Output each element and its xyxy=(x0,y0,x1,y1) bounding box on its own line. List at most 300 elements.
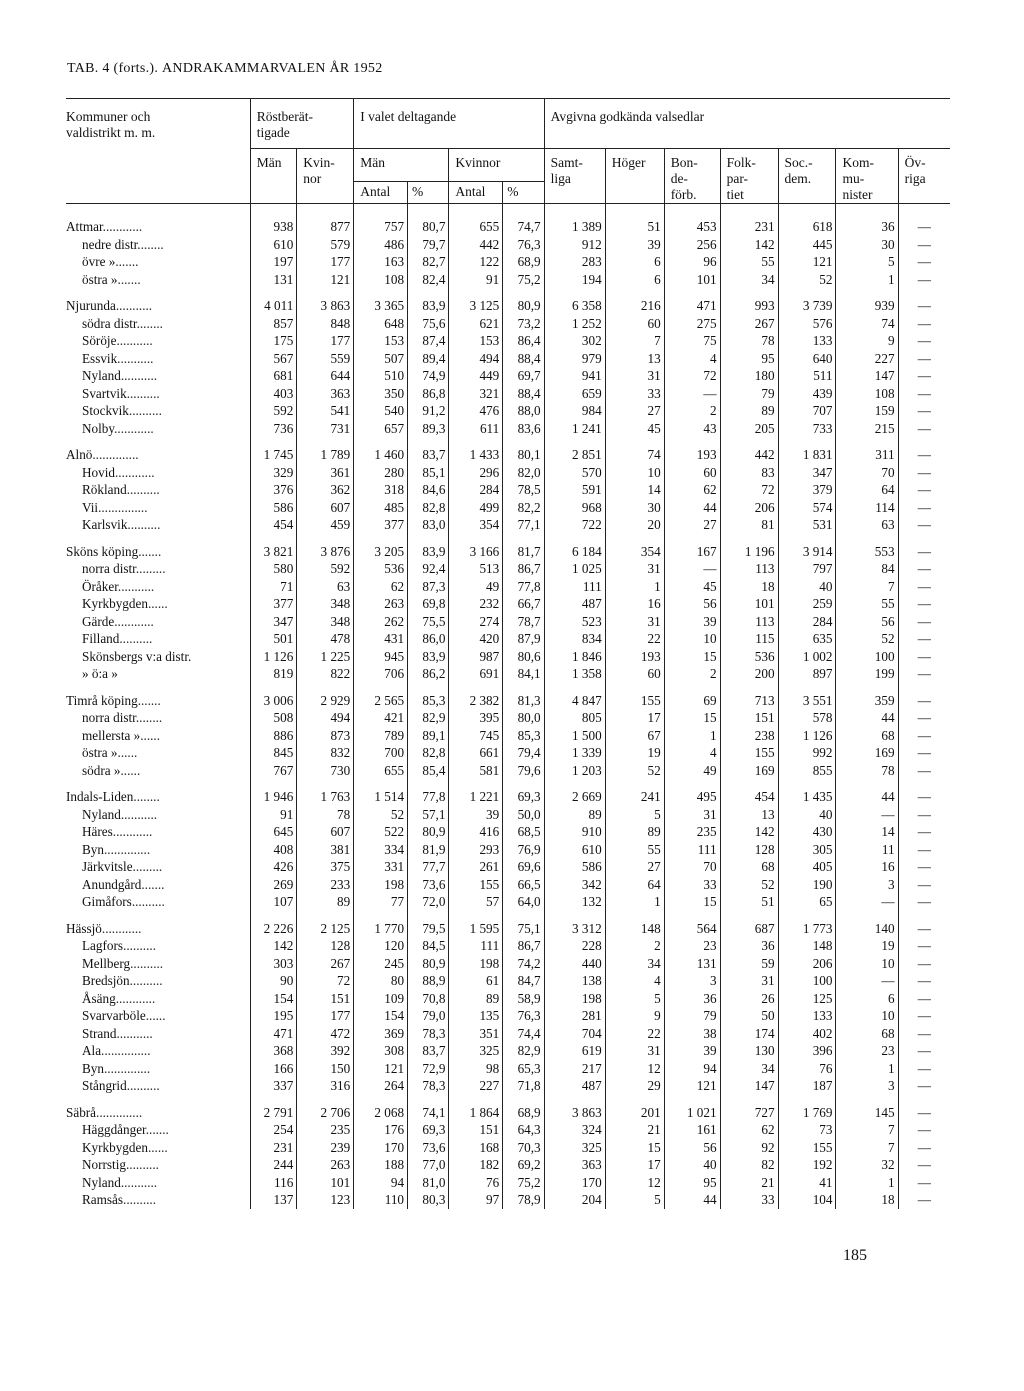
value-cell: 60 xyxy=(605,665,664,683)
table-row xyxy=(66,253,950,271)
value-cell: 94 xyxy=(354,1174,408,1192)
district-name xyxy=(66,1042,250,1060)
value-cell: 15 xyxy=(664,709,720,727)
value-cell: 96 xyxy=(664,253,720,271)
leader-dots: ........ xyxy=(139,561,166,576)
value-cell: 3 312 xyxy=(544,920,605,938)
row-label: södra distr. xyxy=(82,315,140,331)
value-cell: 82,9 xyxy=(503,1042,544,1060)
spacer-cell xyxy=(605,911,664,920)
value-cell: 170 xyxy=(544,1174,605,1192)
value-cell: 681 xyxy=(250,367,297,385)
row-label: Timrå köping xyxy=(66,692,138,708)
value-cell: 329 xyxy=(250,464,297,482)
value-cell: 34 xyxy=(720,1060,778,1078)
value-cell: 6 358 xyxy=(544,297,605,315)
value-cell: 104 xyxy=(778,1191,836,1209)
value-cell: 10 xyxy=(664,630,720,648)
value-cell: 75,2 xyxy=(503,271,544,289)
value-cell: 727 xyxy=(720,1104,778,1122)
value-cell: 368 xyxy=(250,1042,297,1060)
value-cell: 26 xyxy=(720,990,778,1008)
spacer-cell xyxy=(898,683,950,692)
value-cell: 610 xyxy=(544,841,605,859)
value-cell: 318 xyxy=(354,481,408,499)
row-label: Gärde xyxy=(82,613,115,629)
value-cell: 245 xyxy=(354,955,408,973)
value-cell: 1 745 xyxy=(250,446,297,464)
value-cell: 1 241 xyxy=(544,420,605,438)
value-cell: 142 xyxy=(720,823,778,841)
value-cell: 5 xyxy=(605,806,664,824)
value-cell: 167 xyxy=(664,543,720,561)
spacer-cell xyxy=(503,437,544,446)
table-row xyxy=(66,315,950,333)
value-cell: 3 205 xyxy=(354,543,408,561)
value-cell: 621 xyxy=(449,315,503,333)
district-name xyxy=(66,1121,250,1139)
value-cell: 55 xyxy=(605,841,664,859)
page-number: 185 xyxy=(843,1247,867,1264)
spacer-cell xyxy=(836,204,898,219)
value-cell: 193 xyxy=(664,446,720,464)
value-cell: 267 xyxy=(297,955,354,973)
value-cell: 45 xyxy=(664,578,720,596)
value-cell: 897 xyxy=(778,665,836,683)
row-label: mellersta » xyxy=(82,727,141,743)
value-cell: 487 xyxy=(544,1077,605,1095)
leader-dots: ............... xyxy=(101,1043,151,1058)
value-cell: 83,9 xyxy=(408,648,449,666)
value-cell: 713 xyxy=(720,692,778,710)
value-cell: 71 xyxy=(250,578,297,596)
value-cell: 348 xyxy=(297,613,354,631)
value-cell: 536 xyxy=(354,560,408,578)
value-cell: 67 xyxy=(605,727,664,745)
row-label: Vii xyxy=(82,499,99,515)
value-cell: 154 xyxy=(354,1007,408,1025)
value-cell: 151 xyxy=(297,990,354,1008)
value-cell: 351 xyxy=(449,1025,503,1043)
value-cell: 62 xyxy=(664,481,720,499)
group-spacer xyxy=(66,779,950,788)
value-cell: 939 xyxy=(836,297,898,315)
value-cell: 166 xyxy=(250,1060,297,1078)
col-total xyxy=(544,149,605,204)
leader-dots: ...... xyxy=(117,745,138,760)
value-cell: 376 xyxy=(250,481,297,499)
value-cell: 77,7 xyxy=(408,858,449,876)
value-cell: 80 xyxy=(354,972,408,990)
value-cell: 64 xyxy=(836,481,898,499)
value-cell: 153 xyxy=(354,332,408,350)
spacer-cell xyxy=(778,1095,836,1104)
district-name xyxy=(66,464,250,482)
value-cell: 200 xyxy=(720,665,778,683)
value-cell: 570 xyxy=(544,464,605,482)
value-cell: 52 xyxy=(720,876,778,894)
row-label: Filland xyxy=(82,631,120,646)
election-table xyxy=(66,98,950,1209)
district-name xyxy=(66,1025,250,1043)
leader-dots: ............ xyxy=(114,464,155,480)
spacer-cell xyxy=(66,534,250,543)
table-row xyxy=(66,1060,950,1078)
value-cell: 17 xyxy=(605,709,664,727)
value-cell: 30 xyxy=(836,236,898,254)
row-label: Öråker xyxy=(82,578,118,594)
value-cell: 232 xyxy=(449,595,503,613)
value-cell: 82,8 xyxy=(408,499,449,517)
value-cell: 188 xyxy=(354,1156,408,1174)
value-cell: 354 xyxy=(605,543,664,561)
spacer-cell xyxy=(66,288,250,297)
value-cell: 83,0 xyxy=(408,516,449,534)
value-cell: 508 xyxy=(250,709,297,727)
spacer-cell xyxy=(898,911,950,920)
value-cell: 3 739 xyxy=(778,297,836,315)
spacer-cell xyxy=(250,911,297,920)
value-cell: 78,3 xyxy=(408,1077,449,1095)
value-cell: 731 xyxy=(297,420,354,438)
district-name xyxy=(66,350,250,368)
value-cell: 142 xyxy=(720,236,778,254)
value-cell: 6 xyxy=(605,253,664,271)
value-cell: 644 xyxy=(297,367,354,385)
value-cell: 52 xyxy=(605,762,664,780)
value-cell: 1 002 xyxy=(778,648,836,666)
spacer-cell xyxy=(664,779,720,788)
value-cell: 1 789 xyxy=(297,446,354,464)
value-cell: 567 xyxy=(250,350,297,368)
value-cell: — xyxy=(898,297,950,315)
value-cell: 31 xyxy=(605,613,664,631)
row-label: Njurunda xyxy=(66,298,116,313)
value-cell: 1 460 xyxy=(354,446,408,464)
table-row xyxy=(66,1042,950,1060)
col-communist-label: Kom-mu-nister xyxy=(842,155,874,202)
leader-dots: ............ xyxy=(114,420,154,436)
row-label: Byn xyxy=(82,841,104,857)
spacer-cell xyxy=(664,437,720,446)
value-cell: 607 xyxy=(297,499,354,517)
value-cell: — xyxy=(836,972,898,990)
value-cell: 91 xyxy=(250,806,297,824)
value-cell: 82,7 xyxy=(408,253,449,271)
district-name xyxy=(66,560,250,578)
value-cell: — xyxy=(898,332,950,350)
leader-dots: .............. xyxy=(103,841,151,857)
value-cell: 5 xyxy=(605,990,664,1008)
value-cell: 1 xyxy=(836,1174,898,1192)
district-name xyxy=(66,499,250,517)
value-cell: 11 xyxy=(836,841,898,859)
value-cell: 192 xyxy=(778,1156,836,1174)
table-row xyxy=(66,841,950,859)
value-cell: 581 xyxy=(449,762,503,780)
value-cell: 9 xyxy=(605,1007,664,1025)
value-cell: 91,2 xyxy=(408,402,449,420)
value-cell: 1 025 xyxy=(544,560,605,578)
value-cell: 354 xyxy=(449,516,503,534)
district-name xyxy=(66,823,250,841)
value-cell: 86,7 xyxy=(503,560,544,578)
spacer-cell xyxy=(297,683,354,692)
value-cell: 52 xyxy=(354,806,408,824)
district-name xyxy=(66,972,250,990)
value-cell: 204 xyxy=(544,1191,605,1209)
value-cell: 233 xyxy=(297,876,354,894)
value-cell: — xyxy=(898,1139,950,1157)
value-cell: 635 xyxy=(778,630,836,648)
municipality-name xyxy=(66,446,250,464)
value-cell: 993 xyxy=(720,297,778,315)
spacer-cell xyxy=(503,911,544,920)
table-row xyxy=(66,499,950,517)
row-label: Stångrid xyxy=(82,1078,127,1093)
spacer-cell xyxy=(544,204,605,219)
value-cell: 193 xyxy=(605,648,664,666)
row-label: Svarvarböle xyxy=(82,1008,146,1023)
value-cell: 78,9 xyxy=(503,1191,544,1209)
leader-dots: .......... xyxy=(129,973,163,988)
value-cell: 706 xyxy=(354,665,408,683)
value-cell: 121 xyxy=(297,271,354,289)
value-cell: 5 xyxy=(836,253,898,271)
value-cell: 51 xyxy=(720,893,778,911)
value-cell: 1 514 xyxy=(354,788,408,806)
value-cell: 379 xyxy=(778,481,836,499)
table-row xyxy=(66,560,950,578)
value-cell: 805 xyxy=(544,709,605,727)
leader-dots: ...... xyxy=(140,727,161,743)
value-cell: 442 xyxy=(449,236,503,254)
value-cell: 81,7 xyxy=(503,543,544,561)
district-name xyxy=(66,613,250,631)
value-cell: 72 xyxy=(720,481,778,499)
value-cell: 832 xyxy=(297,744,354,762)
value-cell: 44 xyxy=(664,1191,720,1209)
value-cell: 10 xyxy=(605,464,664,482)
value-cell: 655 xyxy=(354,762,408,780)
value-cell: 23 xyxy=(836,1042,898,1060)
spacer-cell xyxy=(898,779,950,788)
value-cell: 79 xyxy=(720,385,778,403)
value-cell: 198 xyxy=(449,955,503,973)
value-cell: 235 xyxy=(664,823,720,841)
value-cell: 16 xyxy=(836,858,898,876)
value-cell: 86,2 xyxy=(408,665,449,683)
district-name xyxy=(66,385,250,403)
group-spacer xyxy=(66,1095,950,1104)
row-label: övre » xyxy=(82,254,116,269)
value-cell: 101 xyxy=(297,1174,354,1192)
value-cell: 74 xyxy=(836,315,898,333)
col-right: Höger xyxy=(605,149,664,204)
value-cell: 83,7 xyxy=(408,446,449,464)
value-cell: 454 xyxy=(720,788,778,806)
value-cell: 79,6 xyxy=(503,762,544,780)
value-cell: 610 xyxy=(250,236,297,254)
value-cell: 89 xyxy=(605,823,664,841)
value-cell: — xyxy=(898,1007,950,1025)
table-row xyxy=(66,630,950,648)
value-cell: 89,3 xyxy=(408,420,449,438)
value-cell: 586 xyxy=(250,499,297,517)
spacer-cell xyxy=(778,534,836,543)
spacer-cell xyxy=(605,1095,664,1104)
value-cell: 39 xyxy=(449,806,503,824)
value-cell: 347 xyxy=(250,613,297,631)
spacer-cell xyxy=(720,779,778,788)
value-cell: 175 xyxy=(250,332,297,350)
value-cell: 263 xyxy=(354,595,408,613)
value-cell: 69,8 xyxy=(408,595,449,613)
value-cell: 1 196 xyxy=(720,543,778,561)
spacer-cell xyxy=(898,437,950,446)
value-cell: 1 864 xyxy=(449,1104,503,1122)
value-cell: 439 xyxy=(778,385,836,403)
table-row xyxy=(66,481,950,499)
row-label: Bredsjön xyxy=(82,973,130,988)
col-eligible-men: Män xyxy=(250,149,297,204)
value-cell: — xyxy=(898,613,950,631)
row-label: » ö:a » xyxy=(82,666,118,681)
district-name xyxy=(66,841,250,859)
table-row xyxy=(66,823,950,841)
spacer-cell xyxy=(503,779,544,788)
value-cell: 6 184 xyxy=(544,543,605,561)
value-cell: 1 252 xyxy=(544,315,605,333)
value-cell: 40 xyxy=(778,578,836,596)
row-label: östra » xyxy=(82,745,118,760)
row-label: Nyland xyxy=(82,1174,121,1190)
district-name xyxy=(66,481,250,499)
value-cell: 27 xyxy=(664,516,720,534)
value-cell: 75,1 xyxy=(503,920,544,938)
value-cell: 69,6 xyxy=(503,858,544,876)
value-cell: 611 xyxy=(449,420,503,438)
value-cell: 199 xyxy=(836,665,898,683)
district-name xyxy=(66,332,250,350)
value-cell: — xyxy=(898,595,950,613)
value-cell: 241 xyxy=(605,788,664,806)
value-cell: 56 xyxy=(664,1139,720,1157)
district-name xyxy=(66,1174,250,1192)
value-cell: 440 xyxy=(544,955,605,973)
row-label: Skönsbergs v:a distr. xyxy=(82,648,192,664)
municipality-name xyxy=(66,788,250,806)
leader-dots: ....... xyxy=(138,543,162,559)
table-body xyxy=(66,204,950,1209)
value-cell: 2 851 xyxy=(544,446,605,464)
value-cell: — xyxy=(898,481,950,499)
row-label: Häggdånger xyxy=(82,1122,146,1137)
row-label: Karlsvik xyxy=(82,517,128,532)
value-cell: 430 xyxy=(778,823,836,841)
table-title: ANDRAKAMMARVALEN ÅR 1952 xyxy=(162,61,383,76)
spacer-cell xyxy=(66,437,250,446)
leader-dots: ........... xyxy=(116,1025,153,1041)
spacer-cell xyxy=(408,683,449,692)
district-name xyxy=(66,578,250,596)
spacer-cell xyxy=(664,911,720,920)
value-cell: — xyxy=(898,762,950,780)
value-cell: 39 xyxy=(605,236,664,254)
value-cell: 235 xyxy=(297,1121,354,1139)
spacer-cell xyxy=(836,1095,898,1104)
col-eligible xyxy=(250,99,353,149)
table-row xyxy=(66,893,950,911)
spacer-cell xyxy=(66,779,250,788)
value-cell: 3 xyxy=(836,876,898,894)
value-cell: 169 xyxy=(720,762,778,780)
district-name xyxy=(66,858,250,876)
spacer-cell xyxy=(297,204,354,219)
value-cell: 231 xyxy=(720,218,778,236)
spacer-cell xyxy=(544,534,605,543)
value-cell: 819 xyxy=(250,665,297,683)
spacer-cell xyxy=(408,534,449,543)
spacer-cell xyxy=(408,779,449,788)
table-row xyxy=(66,648,950,666)
value-cell: 1 435 xyxy=(778,788,836,806)
value-cell: 3 914 xyxy=(778,543,836,561)
value-cell: 215 xyxy=(836,420,898,438)
value-cell: 471 xyxy=(664,297,720,315)
leader-dots: ....... xyxy=(139,710,163,725)
value-cell: 100 xyxy=(778,972,836,990)
value-cell: 420 xyxy=(449,630,503,648)
leader-dots: ...... xyxy=(145,1008,166,1023)
value-cell: 733 xyxy=(778,420,836,438)
value-cell: 27 xyxy=(605,858,664,876)
leader-dots: ...... xyxy=(120,762,141,778)
value-cell: 56 xyxy=(664,595,720,613)
value-cell: 83 xyxy=(720,464,778,482)
value-cell: 992 xyxy=(778,744,836,762)
table-row xyxy=(66,937,950,955)
value-cell: 1 831 xyxy=(778,446,836,464)
value-cell: 79,5 xyxy=(408,920,449,938)
value-cell: 69,7 xyxy=(503,367,544,385)
district-name xyxy=(66,762,250,780)
value-cell: 74,9 xyxy=(408,367,449,385)
value-cell: 559 xyxy=(297,350,354,368)
value-cell: 69,2 xyxy=(503,1156,544,1174)
value-cell: 56 xyxy=(836,613,898,631)
district-name xyxy=(66,1077,250,1095)
spacer-cell xyxy=(544,779,605,788)
spacer-cell xyxy=(898,534,950,543)
value-cell: 60 xyxy=(664,464,720,482)
value-cell: — xyxy=(836,806,898,824)
value-cell: 41 xyxy=(778,1174,836,1192)
value-cell: 94 xyxy=(664,1060,720,1078)
spacer-cell xyxy=(664,204,720,219)
spacer-cell xyxy=(354,437,408,446)
value-cell: 85,3 xyxy=(503,727,544,745)
district-name xyxy=(66,1139,250,1157)
value-cell: 3 166 xyxy=(449,543,503,561)
value-cell: 1 xyxy=(836,1060,898,1078)
value-cell: 120 xyxy=(354,937,408,955)
value-cell: 85,1 xyxy=(408,464,449,482)
value-cell: 111 xyxy=(449,937,503,955)
value-cell: 195 xyxy=(250,1007,297,1025)
spacer-cell xyxy=(503,534,544,543)
value-cell: — xyxy=(898,823,950,841)
